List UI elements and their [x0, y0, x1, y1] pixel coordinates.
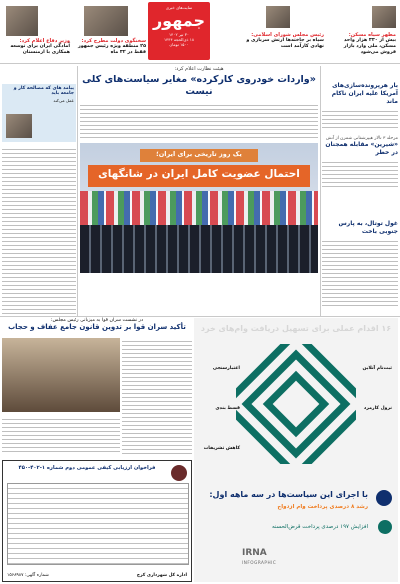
irna-stat: افزایش ۱۹۷ درصدی پرداخت قرض‌الحسنه [271, 524, 368, 530]
parliament-article[interactable] [2, 318, 192, 458]
masthead-title: جمهور [152, 11, 206, 30]
right-item-title: «شیرین» مقابله همجنان در خطر [325, 141, 398, 156]
divider [0, 63, 400, 64]
logo-rings [236, 344, 356, 464]
teaser-item[interactable] [4, 38, 70, 56]
left-box-sub: عمل می‌کند [53, 98, 74, 103]
irna-item: قسط بندی [215, 406, 240, 411]
divider [77, 66, 78, 316]
parliament-body-2 [2, 416, 120, 454]
teaser-text: آمادگی ایران برای توسعه همکاری با ارمنستان [10, 44, 70, 55]
irna-logo: IRNA [242, 548, 267, 558]
right-item-kicker: مرحله ۳ تالار هیپرشفانی شمرن از آتش [326, 136, 398, 141]
notice-ad[interactable] [2, 460, 192, 582]
notice-table [7, 483, 189, 565]
irna-ad[interactable] [194, 318, 398, 582]
parliament-kicker: در نشست سران قوا به میزبانی رئیس مجلس: [50, 318, 144, 323]
right-column [322, 66, 398, 316]
right-item-title: غول توتال، به پارس جنوبی باخت [338, 220, 398, 235]
lead-headline: «واردات خودروی کارکرده» مغایر سیاست‌های کلی نیست [82, 74, 316, 97]
irna-banner: ۱۶ اقدام عملی برای تسهیل دریافت وام‌های خرد [200, 324, 392, 333]
divider [0, 316, 400, 317]
teaser-item[interactable] [74, 38, 146, 56]
teaser-text: بیش از ۳۴۰ هزار واحد مسکن، ملی وارد بازار فروش می‌شود [343, 38, 396, 55]
teaser-text: سیاه بر جاخته‌ها ارتش سربازی و نهادی کارآمد است [246, 38, 324, 49]
right-item-body [322, 238, 398, 308]
right-item[interactable] [322, 220, 398, 308]
irna-item: کاهش تشریفات [203, 446, 240, 451]
parliament-headline: تأکید سران قوا بر تدوین قانون جامع عفاف و حجاب [8, 323, 186, 331]
notice-footer-right: اداره کل شهرداری کرج [136, 573, 187, 578]
lead-kicker: هیئت نظارت اعلام کرد: [174, 66, 224, 72]
left-box-photo [6, 114, 32, 138]
lead-article[interactable] [80, 66, 318, 142]
left-box-title: پیامد های که مصالحه کار و جامعه باید [13, 86, 74, 96]
irna-item: ثبت‌نام آنلاین [362, 366, 392, 371]
sco-banner[interactable] [80, 143, 318, 273]
teaser-title: رئیس مجلس شورای اسلامی: [251, 32, 324, 38]
teaser-title: مطهر سیاه مسکن: [348, 32, 396, 38]
irna-slogan: با اجرای این سیاست‌ها در سه ماهه اول: [209, 490, 368, 499]
right-item-body [322, 108, 398, 130]
masthead-date: ۳۰ تیر ۱۴۰۲ [169, 32, 189, 37]
masthead-date-hijri: ۱۸ ذی‌الحجه ۱۴۴۴ [164, 37, 194, 42]
left-column-text [2, 146, 76, 316]
masthead-subtitle: سایت‌های خبری [165, 5, 193, 10]
teaser-photo [84, 6, 128, 36]
lead-body [80, 102, 318, 140]
irna-logo-sub: INFOGRAPHIC [242, 560, 277, 565]
divider [320, 66, 321, 316]
central-bank-logo [236, 344, 356, 464]
top-strip [0, 0, 400, 62]
teaser-photo [266, 6, 290, 28]
left-column [2, 66, 76, 316]
banner-kicker: یک روز تاریخی برای ایران؛ [156, 150, 242, 158]
parliament-photo [2, 338, 120, 412]
masthead [148, 2, 210, 60]
right-item-title: بار هرپرونده‌سازی‌های آمریکا علیه ایران ناکام ماند [331, 82, 398, 105]
teaser-text: ۲۵ منطقه ویژه رئیس جمهور فقط در ۳۲ ماه [77, 44, 146, 55]
left-box[interactable] [2, 84, 76, 142]
notice-logo [171, 465, 187, 481]
irna-sub: رشد ۸ درصدی پرداخت وام ازدواج [277, 504, 368, 510]
teaser-item[interactable] [330, 32, 396, 56]
teaser-item[interactable] [246, 32, 324, 50]
bank-icon [376, 490, 392, 506]
teaser-title: سخنگوی دولت مطرح کرد: [81, 38, 146, 44]
teaser-photo [6, 6, 38, 36]
right-item[interactable] [322, 82, 398, 130]
right-item[interactable] [322, 136, 398, 189]
notice-title: فراخوان ارزیابی کیفی عمومی دوم شماره ۱-۴۰۲-۴۵۰ [18, 465, 156, 471]
leaders-group [80, 225, 318, 273]
irna-item: نزول کارمزد [363, 406, 392, 411]
teaser-title: وزیر دفاع اعلام کرد: [19, 38, 70, 44]
parliament-body [122, 338, 192, 454]
coin-icon [378, 520, 392, 534]
masthead-price: ۱۵۰۰ تومان [169, 42, 189, 47]
banner-headline: احتمال عضویت کامل ایران در شانگهای [98, 168, 300, 180]
teaser-photo [372, 6, 396, 28]
notice-footer-left: شماره آگهی: ۱۵۶۸۹۸۷ [7, 573, 49, 578]
right-item-body [322, 159, 398, 189]
irna-item: اعتبارسنجی [212, 366, 240, 371]
